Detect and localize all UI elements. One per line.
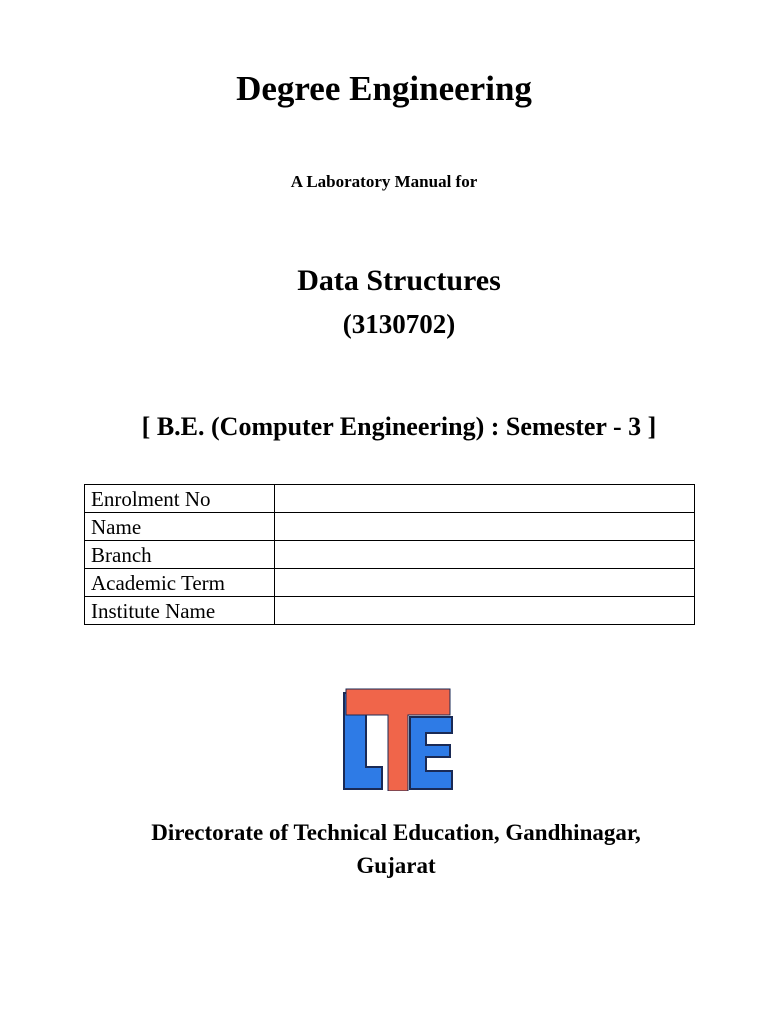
organization-name: Directorate of Technical Education, Gandhinagar, Gujarat — [151, 820, 641, 878]
row-value — [275, 569, 695, 597]
row-value — [275, 513, 695, 541]
table-row — [85, 541, 695, 569]
row-label: Enrolment No — [85, 485, 275, 513]
row-label: Institute Name — [85, 597, 275, 625]
lab-manual-line: A Laboratory Manual for — [290, 172, 478, 191]
table-row — [85, 569, 695, 597]
document-heading: Degree Engineering — [236, 69, 532, 108]
row-label: Name — [85, 513, 275, 541]
subject-code: (3130702) — [342, 309, 456, 339]
program-semester: [ B.E. (Computer Engineering) : Semester - 3 ] — [141, 412, 657, 441]
row-value — [275, 541, 695, 569]
table-row — [85, 597, 695, 625]
table-row — [85, 513, 695, 541]
row-value — [275, 597, 695, 625]
table-row — [85, 485, 695, 513]
row-label: Branch — [85, 541, 275, 569]
subject-title: Data Structures — [297, 264, 501, 297]
row-label: Academic Term — [85, 569, 275, 597]
row-value — [275, 485, 695, 513]
cte-logo — [342, 687, 454, 791]
student-info-table — [84, 484, 695, 625]
